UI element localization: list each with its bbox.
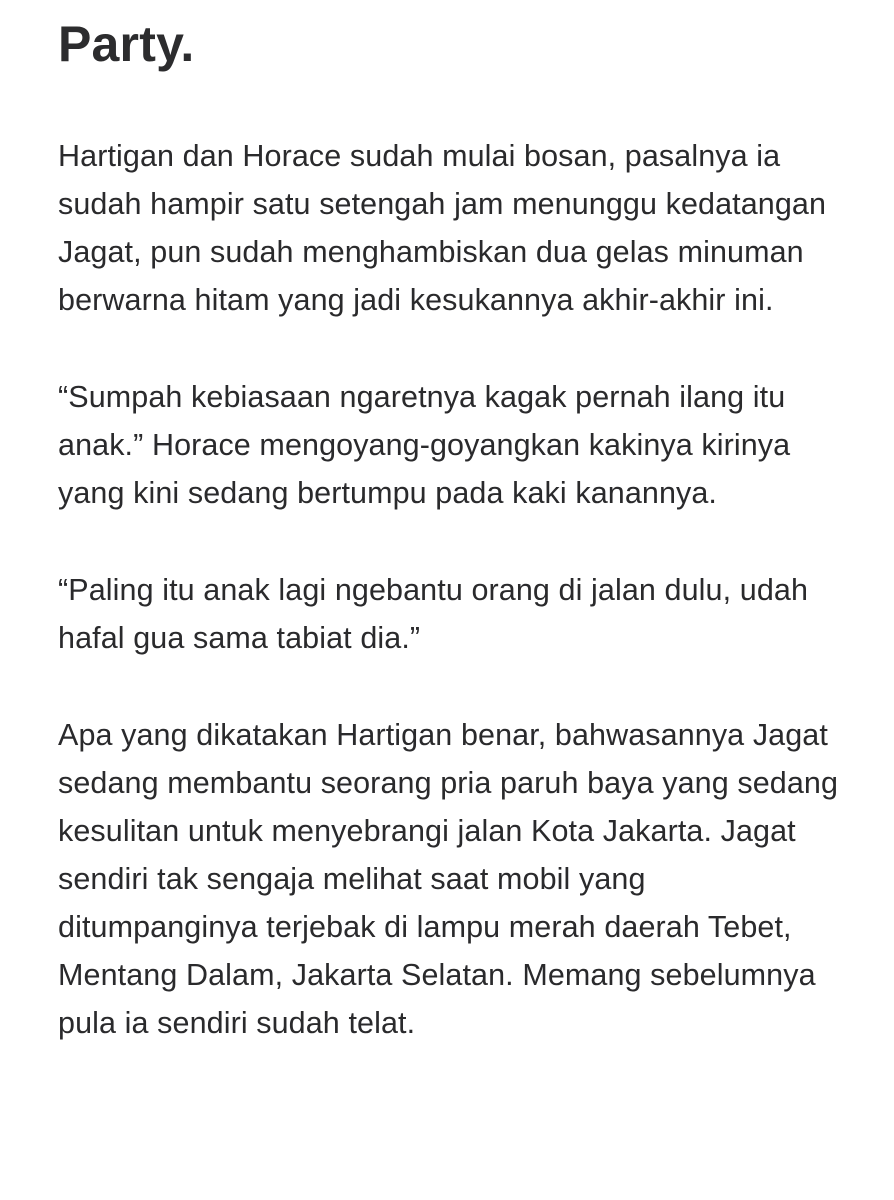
- paragraph: Hartigan dan Horace sudah mulai bosan, pasalnya ia sudah hampir satu setengah jam menunggu kedatangan Jagat, pun sudah menghambiskan dua gelas minuman berwarna hitam yang jadi kesukannya akhir-akhir ini.: [58, 139, 827, 317]
- note-body: [58, 132, 848, 1047]
- paragraph: “Paling itu anak lagi ngebantu orang di jalan dulu, udah hafal gua sama tabiat dia.”: [58, 573, 809, 655]
- note-document: [58, 10, 848, 1047]
- paragraph: “Sumpah kebiasaan ngaretnya kagak pernah ilang itu anak.” Horace mengoyang-goyangkan kakinya kirinya yang kini sedang bertumpu pada kaki kanannya.: [58, 380, 791, 510]
- paragraph: Apa yang dikatakan Hartigan benar, bahwasannya Jagat sedang membantu seorang pria paruh baya yang sedang kesulitan untuk menyebrangi jalan Kota Jakarta. Jagat sendiri tak sengaja melihat saat mobil yang ditumpanginya terjebak di lampu merah daerah Tebet, Mentang Dalam, Jakarta Selatan. Memang sebelumnya pula ia sendiri sudah telat.: [58, 718, 839, 1040]
- note-title: Party.: [58, 16, 195, 72]
